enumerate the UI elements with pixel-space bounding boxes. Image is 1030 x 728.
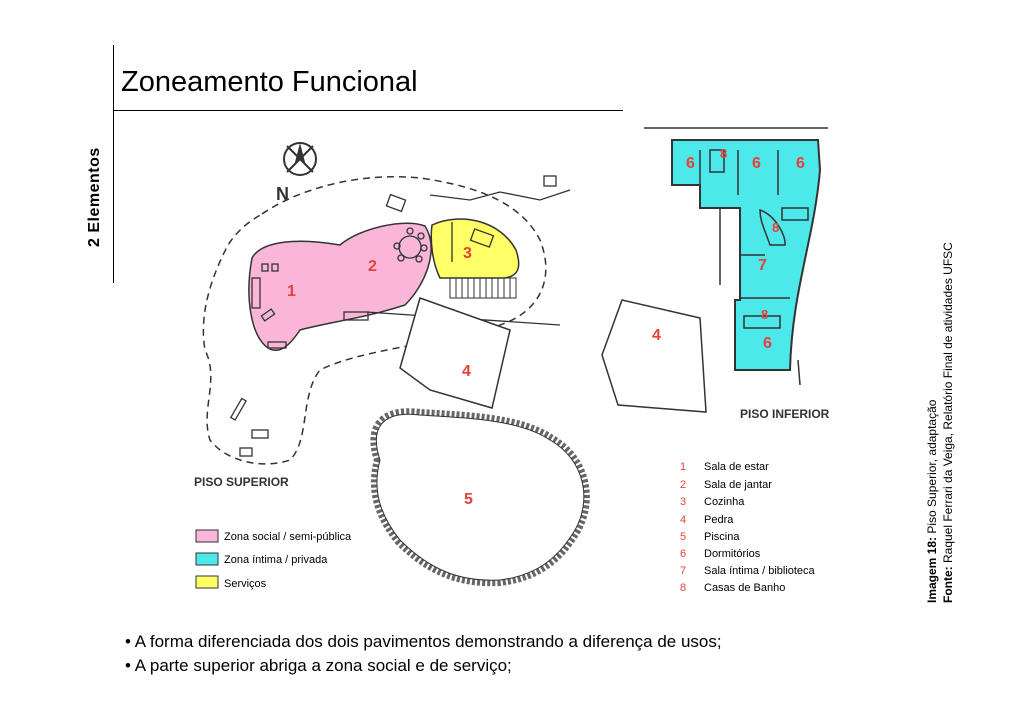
- caption-label: Imagem 18:: [925, 536, 939, 603]
- room-legend-number: 4: [680, 514, 687, 526]
- piso-inferior-label: PISO INFERIOR: [740, 407, 830, 421]
- pedra-upper: [400, 298, 510, 408]
- zone-number-8b: 8: [772, 220, 780, 235]
- source-text: Raquel Ferrari da Veiga, Relatório Final de atividades UFSC: [941, 242, 955, 567]
- zone-number-8c: 8: [761, 307, 769, 322]
- zone-number-6c: 6: [796, 155, 805, 172]
- zone-number-5: 5: [464, 491, 473, 508]
- zone-number-2: 2: [368, 258, 377, 275]
- piso-superior-label: PISO SUPERIOR: [194, 475, 289, 489]
- zone-number-1: 1: [287, 283, 296, 300]
- zone-number-4: 4: [462, 363, 471, 380]
- stairs: [450, 278, 516, 298]
- piscina-water: [376, 414, 583, 580]
- page-title: Zoneamento Funcional: [121, 66, 418, 98]
- zona-social-area: [249, 223, 431, 350]
- section-label: 2 Elementos: [86, 147, 103, 247]
- north-arrow-icon: [284, 143, 316, 175]
- room-legend-label: Pedra: [704, 514, 734, 526]
- bullet-item: • A parte superior abriga a zona social e de serviço;: [125, 656, 512, 675]
- zone-number-4-lower: 4: [652, 327, 661, 344]
- room-legend-label: Dormitórios: [704, 548, 761, 560]
- room-legend-label: Sala de jantar: [704, 479, 772, 491]
- room-legend-label: Cozinha: [704, 496, 745, 508]
- room-legend-number: 5: [680, 531, 687, 543]
- room-legend-number: 2: [680, 479, 687, 491]
- zone-legend: [196, 530, 352, 590]
- zone-number-3: 3: [463, 245, 472, 262]
- zone-number-7: 7: [758, 257, 767, 274]
- room-legend-number: 3: [680, 496, 687, 508]
- room-legend-label: Casas de Banho: [704, 582, 786, 594]
- room-legend-number: 8: [680, 582, 687, 594]
- pedra-lower: [602, 300, 706, 412]
- room-legend-number: 1: [680, 461, 687, 473]
- bullet-item: • A forma diferenciada dos dois pavimentos demonstrando a diferença de usos;: [125, 632, 722, 651]
- zona-servicos-area: [431, 219, 518, 278]
- image-caption: [924, 242, 956, 603]
- room-legend-label: Sala íntima / biblioteca: [704, 565, 815, 577]
- north-label: N: [276, 184, 289, 204]
- zone-number-6d: 6: [763, 335, 772, 352]
- zone-number-6b: 6: [752, 155, 761, 172]
- caption-text: Piso Superior, adaptação: [925, 399, 939, 537]
- legend-label-intima: Zona íntima / privada: [224, 554, 328, 566]
- room-legend-label: Sala de estar: [704, 461, 769, 473]
- zone-number-6a: 6: [686, 155, 695, 172]
- bullet-list: [125, 630, 722, 678]
- legend-label-social: Zona social / semi-pública: [224, 531, 352, 543]
- zone-number-8a: 8: [720, 146, 728, 161]
- room-legend-number: 7: [680, 565, 687, 577]
- room-legend-number: 6: [680, 548, 687, 560]
- legend-label-servicos: Serviços: [224, 578, 267, 590]
- legend-swatch-social: [196, 530, 218, 542]
- source-label: Fonte:: [941, 566, 955, 603]
- legend-swatch-servicos: [196, 576, 218, 588]
- legend-swatch-intima: [196, 553, 218, 565]
- room-legend: [680, 461, 816, 594]
- room-legend-label: Piscina: [704, 531, 740, 543]
- terrain-line: [430, 190, 570, 200]
